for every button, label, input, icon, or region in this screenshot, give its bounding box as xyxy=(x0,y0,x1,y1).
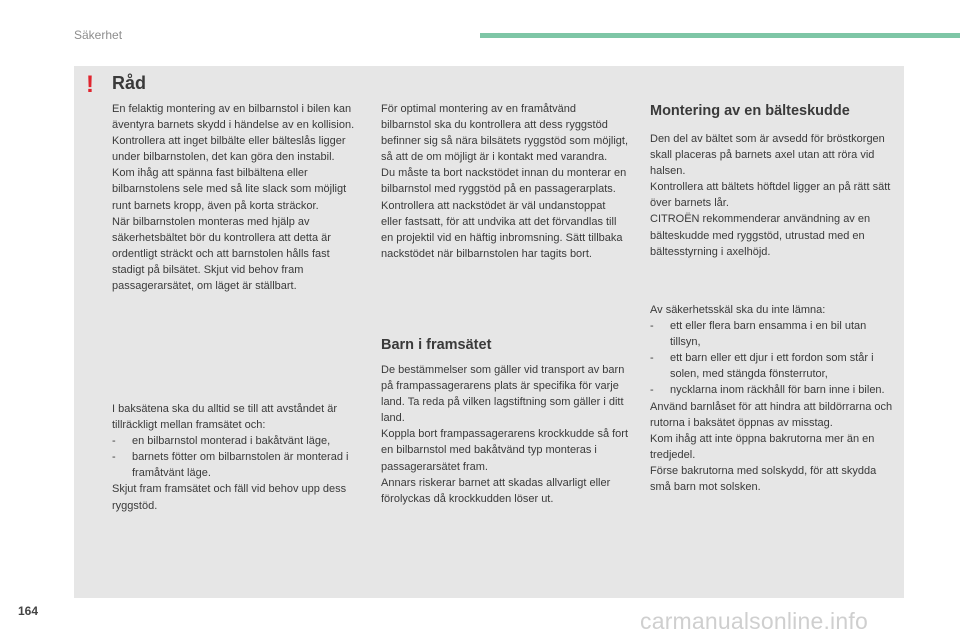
paragraph: Av säkerhetsskäl ska du inte lämna: xyxy=(650,304,826,316)
subtitle-barn-i-framsatet: Barn i framsätet xyxy=(381,337,492,353)
bullet-list xyxy=(112,433,358,481)
paragraph: Förse bakrutorna med solskydd, för att skydda små barn mot solsken. xyxy=(650,464,877,494)
paragraph: Kom ihåg att inte öppna bakrutorna mer än en tredjedel. xyxy=(650,432,875,461)
page-number: 164 xyxy=(18,604,39,618)
column-2-text-block-1 xyxy=(381,101,629,262)
paragraph: CITROËN rekommenderar användning av en bälteskudde med ryggstöd, utrustad med en bältesstyrning i axelhöjd. xyxy=(650,213,871,258)
bullet-list xyxy=(650,318,898,398)
paragraph: Kontrollera att inget bilbälte eller bälteslås ligger under bilbarnstolen, det kan göra den instabil. xyxy=(112,135,346,164)
section-title: Säkerhet xyxy=(74,28,123,42)
paragraph: Kom ihåg att spänna fast bilbältena eller bilbarnstolens sele med så lite slack som möjligt runt barnets kropp, även på korta sträckor. xyxy=(112,167,347,212)
paragraph: För optimal montering av en framåtvänd bilbarnstol ska du kontrollera att dess ryggstöd befinner sig så nära bilsätets ryggstöd som möjligt, så att de om möjligt är i kontakt med varandra. xyxy=(381,103,629,164)
watermark: carmanualsonline.info xyxy=(640,608,868,634)
list-item: - barnets fötter om bilbarnstolen är monterad i framåtvänt läge. xyxy=(112,449,358,481)
paragraph: Skjut fram framsätet och fäll vid behov upp dess ryggstöd. xyxy=(112,483,347,512)
paragraph: Annars riskerar barnet att skadas allvarligt eller förolyckas då krockkudden löser ut. xyxy=(381,476,611,505)
paragraph: De bestämmelser som gäller vid transport av barn på frampassagerarens plats är specifika för varje land. Ta reda på vilken lagstiftning som gäller i ditt land. xyxy=(381,364,625,425)
paragraph: Den del av bältet som är avsedd för bröstkorgen skall placeras på barnets axel utan att röra vid halsen. xyxy=(650,133,885,178)
section-accent-bar xyxy=(480,33,960,38)
warning-exclamation-icon: ! xyxy=(86,71,94,98)
paragraph: Koppla bort frampassagerarens krockkudde så fort en bilbarnstol med bakåtvänd typ monteras i passagerarsätet fram. xyxy=(381,428,629,473)
panel-title: Råd xyxy=(112,73,147,93)
column-3-text-block-2 xyxy=(650,302,898,495)
paragraph: Du måste ta bort nackstödet innan du monterar en bilbarnstol med ryggstöd på en passagerarplats. xyxy=(381,167,627,196)
column-3-text-block-1 xyxy=(650,131,898,260)
list-item: - ett eller flera barn ensamma i en bil utan tillsyn, xyxy=(650,318,898,350)
list-item: - nycklarna inom räckhåll för barn inne i bilen. xyxy=(650,382,898,398)
column-2-text-block-2 xyxy=(381,362,629,507)
paragraph: En felaktig montering av en bilbarnstol i bilen kan äventyra barnets skydd i händelse av en kollision. xyxy=(112,103,355,132)
paragraph: Använd barnlåset för att hindra att bildörrarna och rutorna i baksätet öppnas av misstag. xyxy=(650,400,893,429)
subtitle-montering-av-en-balteskudde: Montering av en bälteskudde xyxy=(650,103,850,119)
list-item: - ett barn eller ett djur i ett fordon som står i solen, med stängda fönsterrutor, xyxy=(650,350,898,382)
column-1-text-block-1 xyxy=(112,101,358,294)
column-1-text-block-2 xyxy=(112,401,358,514)
paragraph: När bilbarnstolen monteras med hjälp av säkerhetsbältet bör du kontrollera att detta är ordentligt sträckt och att barnstolen hålls fast stadigt på bilsätet. Skjut vid behov fram passagerarsätet, om läget är ställbart. xyxy=(112,215,331,293)
paragraph: Kontrollera att bältets höftdel ligger an på rätt sätt över barnets lår. xyxy=(650,181,891,210)
paragraph: I baksätena ska du alltid se till att avståndet är tillräckligt mellan framsätet och: xyxy=(112,403,338,432)
paragraph: Kontrollera att nackstödet är väl undanstoppat eller fastsatt, för att undvika att det förvandlas till en projektil vid en häftig inbromsning. Sätt tillbaka nackstödet när bilbarnstolen har tagits bort. xyxy=(381,199,623,260)
list-item: - en bilbarnstol monterad i bakåtvänt läge, xyxy=(112,433,358,449)
